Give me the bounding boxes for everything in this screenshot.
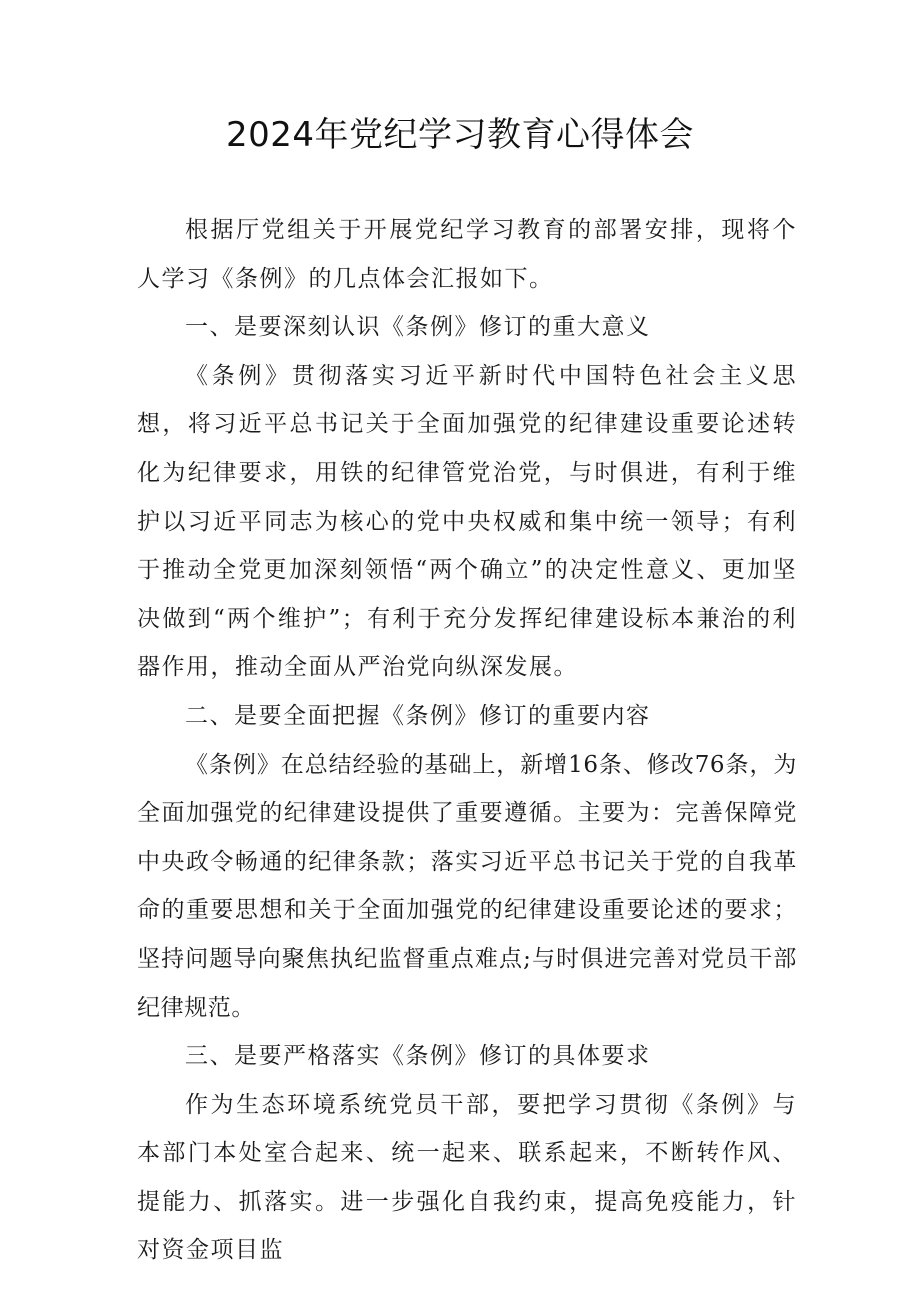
section-heading-3: 三、是要严格落实《条例》修订的具体要求	[185, 1043, 651, 1070]
section-1-paragraph: 《条例》贯彻落实习近平新时代中国特色社会主义思想，将习近平总书记关于全面加强党的纪律建设重要论述转化为纪律要求，用铁的纪律管党治党，与时俱进，有利于维护以习近平同志为核心的党中央权威和集中统一领导；有利于推动全党更加深刻领悟“两个确立”的决定性意义、更加坚决做到“两个维护”；有利于充分发挥纪律建设标本兼治的利器作用，推动全面从严治党向纵深发展。	[137, 362, 797, 681]
document-body	[137, 206, 797, 1275]
document-title: 2024年党纪学习教育心得体会	[225, 115, 695, 155]
section-heading-2: 二、是要全面把握《条例》修订的重要内容	[185, 702, 651, 729]
intro-paragraph: 根据厅党组关于开展党纪学习教育的部署安排，现将个人学习《条例》的几点体会汇报如下。	[137, 217, 797, 292]
section-2-paragraph: 《条例》在总结经验的基础上，新增16条、修改76条，为全面加强党的纪律建设提供了重要遵循。主要为：完善保障党中央政令畅通的纪律条款；落实习近平总书记关于党的自我革命的重要思想和关于全面加强党的纪律建设重要论述的要求；坚持问题导向聚焦执纪监督重点难点;与时俱进完善对党员干部纪律规范。	[137, 751, 797, 1021]
section-heading-1: 一、是要深刻认识《条例》修订的重大意义	[185, 314, 651, 341]
section-3-paragraph: 作为生态环境系统党员干部，要把学习贯彻《条例》与本部门本处室合起来、统一起来、联系起来，不断转作风、提能力、抓落实。进一步强化自我约束，提高免疫能力，针对资金项目监	[137, 1091, 797, 1264]
